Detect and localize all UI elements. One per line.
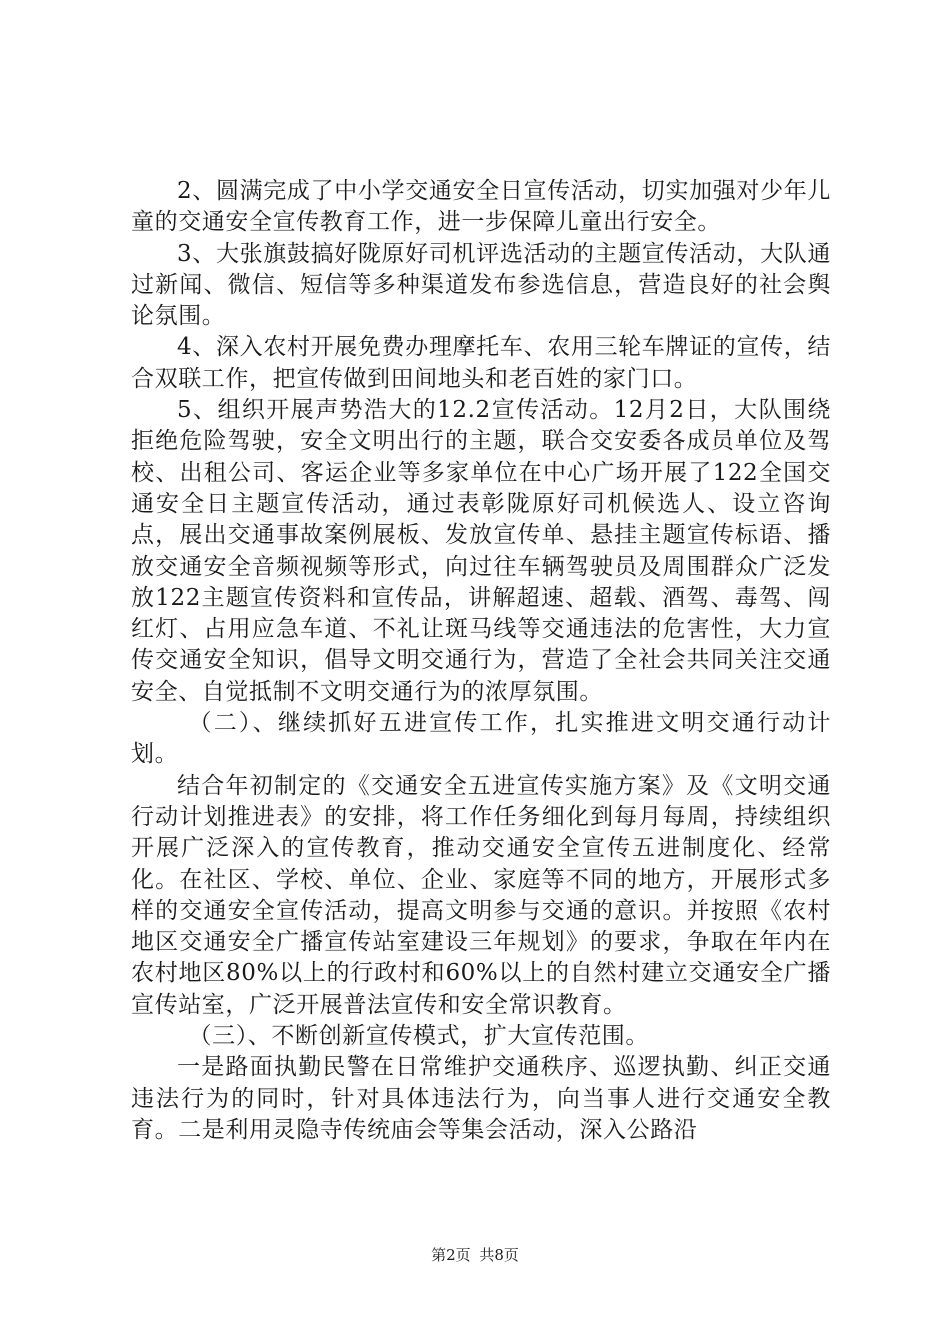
paragraph-item-3: 3、大张旗鼓搞好陇原好司机评选活动的主题宣传活动，大队通过新闻、微信、短信等多种渠道发布参选信息，营造良好的社会舆论氛围。 [131, 240, 831, 330]
paragraph-item-2: 2、圆满完成了中小学交通安全日宣传活动，切实加强对少年儿童的交通安全宣传教育工作，进一步保障儿童出行安全。 [131, 178, 831, 236]
paragraph-item-4: 4、深入农村开展免费办理摩托车、农用三轮车牌证的宣传，结合双联工作，把宣传做到田间地头和老百姓的家门口。 [131, 334, 831, 392]
section-heading-three: （三）、不断创新宣传模式，扩大宣传范围。 [188, 1023, 649, 1050]
paragraph-five-advances: 结合年初制定的《交通安全五进宣传实施方案》及《文明交通行动计划推进表》的安排，将工作任务细化到每月每周，持续组织开展广泛深入的宣传教育，推动交通安全宣传五进制度化、经常化。在社区、学校、单位、企业、家庭等不同的地方，开展形式多样的交通安全宣传活动，提高文明参与交通的意识。并按照《农村地区交通安全广播宣传站室建设三年规划》的要求，争取在年内在农村地区80%以上的行政村和60%以上的自然村建立交通安全广播宣传站室，广泛开展普法宣传和安全常识教育。 [131, 772, 831, 1018]
page-total: 共8页 [479, 1246, 519, 1264]
paragraph-patrol-education: 一是路面执勤民警在日常维护交通秩序、巡逻执勤、纠正交通违法行为的同时，针对具体违法行为，向当事人进行交通安全教育。二是利用灵隐寺传统庙会等集会活动，深入公路沿 [131, 1054, 831, 1143]
page-footer [0, 1244, 950, 1265]
section-heading-two: （二）、继续抓好五进宣传工作，扎实推进文明交通行动计划。 [131, 710, 831, 768]
document-body [131, 176, 831, 1146]
page-number: 第2页 [431, 1246, 471, 1264]
paragraph-item-5: 5、组织开展声势浩大的12.2宣传活动。12月2日，大队围绕拒绝危险驾驶，安全文明出行的主题，联合交安委各成员单位及驾校、出租公司、客运企业等多家单位在中心广场开展了122全国交通安全日主题宣传活动，通过表彰陇原好司机候选人、设立咨询点，展出交通事故案例展板、发放宣传单、悬挂主题宣传标语、播放交通安全音频视频等形式，向过往车辆驾驶员及周围群众广泛发放122主题宣传资料和宣传品，讲解超速、超载、酒驾、毒驾、闯红灯、占用应急车道、不礼让斑马线等交通违法的危害性，大力宣传交通安全知识，倡导文明交通行为，营造了全社会共同关注交通安全、自觉抵制不文明交通行为的浓厚氛围。 [131, 397, 831, 705]
